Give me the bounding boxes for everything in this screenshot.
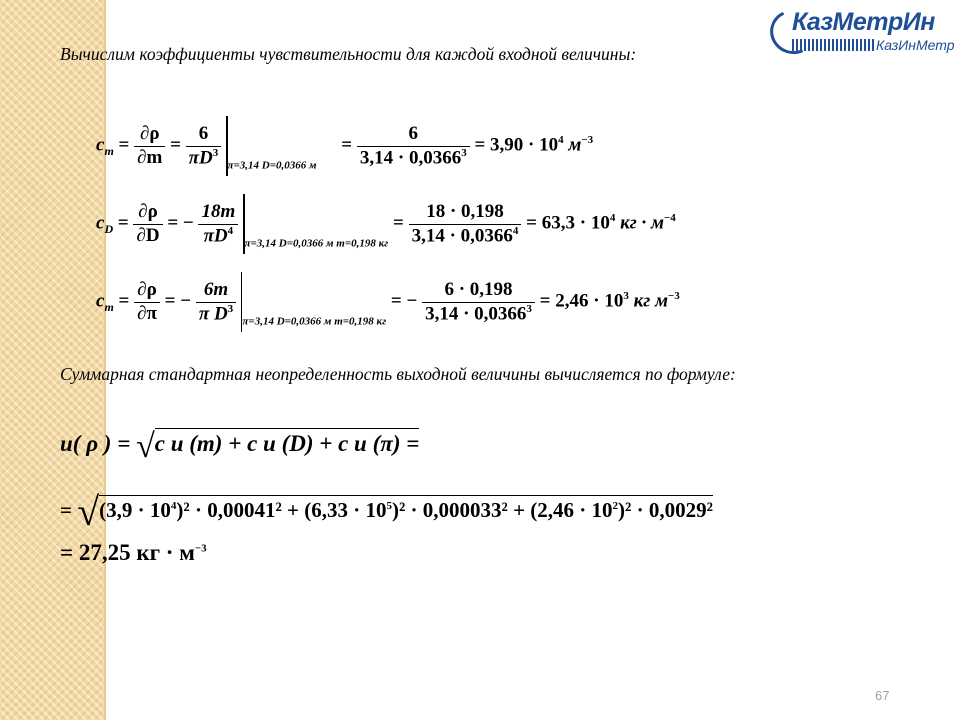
line2-exp1: 4: [170, 500, 177, 512]
eq2-lhs: c: [96, 212, 105, 234]
eq2-derivative: [133, 201, 162, 247]
formula-radicand: c u (m) + c u (D) + c u (π) =: [155, 428, 420, 457]
eq2-fraction: $\frac{18m}{\pi D^4}$: [198, 201, 238, 247]
eq3-unit: кг м: [633, 290, 668, 312]
eq1-f2-num: 6: [357, 123, 470, 147]
page-number: 67: [875, 688, 890, 703]
formula-result-exp: −3: [194, 542, 207, 555]
eq2-exp: 4: [609, 212, 616, 225]
eq3-f1-num: 6m: [196, 279, 236, 303]
eq1-condition: π=3,14 D=0,0366 м: [227, 159, 317, 172]
eq1-fraction-numeric: $\frac{6}{3,14 \cdot 0,0366^3}$: [357, 123, 470, 169]
eq3-fraction: $\frac{6m}{\pi D^3}$: [196, 279, 236, 325]
stripe-edge: [104, 0, 106, 720]
eq1-unit-exp: −3: [581, 134, 594, 147]
eq3-deriv-num: ∂ρ: [134, 279, 160, 303]
formula-result-value: = 27,25 кг · м: [60, 540, 195, 565]
logo: [770, 6, 954, 58]
eq2-f1-num: 18m: [198, 201, 238, 225]
eq1-f2-den: 3,14 · 0,0366: [359, 147, 462, 169]
formula-line2-radicand: [99, 495, 713, 523]
line2-part-b: )² · 0,00041² + (6,33 · 10: [176, 498, 387, 522]
eq1-result: = 3,90 · 10: [474, 134, 559, 156]
formula-line1: [60, 428, 419, 466]
eq2-deriv-den: ∂D: [136, 225, 160, 246]
eq1-f1-num: 6: [186, 123, 222, 147]
line2-part-c: )² · 0,000033² + (2,46 · 10: [391, 498, 613, 522]
eq2-fraction-numeric: $\frac{18 \cdot 0,198}{3,14 \cdot 0,0366^4}$: [409, 201, 522, 247]
eq3-derivative: [134, 279, 160, 325]
eq1-f1-den: πD: [188, 147, 213, 169]
eq2-f2-den: 3,14 · 0,0366: [411, 225, 513, 247]
formula-result: [60, 540, 207, 566]
eq2-result: = 63,3 · 10: [526, 212, 610, 234]
formula-lhs: u( ρ ) =: [60, 431, 131, 456]
eq3-lhs-sub: m: [104, 300, 114, 315]
eq1-derivative: [134, 123, 165, 169]
line2-exp2: 5: [386, 500, 392, 512]
eq1-deriv-num: ∂ρ: [134, 123, 165, 147]
equation-cm: $c_m$ = $\frac{\partial\rho}{\partial m}$ = $\frac{6}{\pi D^3}$ $_{\pi=3,14 D=0,0366 м}$ = $\frac{6}{3,14 \cdot 0,0366^3}$ = $3,90 \cdot 10^4$ $м^{-3}$: [96, 116, 593, 176]
logo-main-text: КазМетрИн: [792, 8, 935, 36]
line2-part-a: (3,9 · 10: [99, 498, 171, 522]
eq3-unit-exp: −3: [668, 290, 680, 303]
eq3-deriv-den: ∂π: [137, 303, 157, 324]
formula-line2: = $√(3,9 \cdot 10^4)^2 \cdot 0,00041^2 + (6,33 \cdot 10^5)^2 \cdot 0,000033^2 + (2,46 \cdot 10^2)^2 \cdot 0,0029^2$: [60, 489, 713, 534]
line2-exp3: 2: [612, 500, 619, 512]
eq2-unit: кг · м: [620, 212, 664, 234]
eq2-unit-exp: −4: [664, 212, 676, 225]
eq1-fraction: $\frac{6}{\pi D^3}$: [186, 123, 222, 169]
eq3-fraction-numeric: $\frac{6 \cdot 0,198}{3,14 \cdot 0,0366^3}$: [422, 279, 535, 325]
equation-cd: $c_D$ = $\frac{\partial\rho}{\partial D}$ = − $\frac{18m}{\pi D^4}$ $_{\pi=3,14 D=0,0366 м m=0,198 кг}$ = $\frac{18 \cdot 0,198}{3,14 \cdot 0,0366^4}$ = $63,3 \cdot 10^4$ кг · $м^{-4}$: [96, 194, 676, 254]
equation-cpi: $c_m$ = $\frac{\partial\rho}{\partial\pi}$ = − $\frac{6m}{\pi D^3}$ $_{\pi=3,14 D=0,0366 м m=0,198 кг}$ = − $\frac{6 \cdot 0,198}{3,14 \cdot 0,0366^3}$ = $2,46 \cdot 10^3$ кг $м^{-3}$: [96, 272, 680, 332]
eq2-lhs-sub: D: [104, 222, 114, 237]
logo-sub-text: КазИнМетр: [876, 37, 955, 53]
eq1-lhs: c: [96, 134, 105, 156]
eq3-f2-num: 6 · 0,198: [422, 279, 535, 303]
sqrt-sign-2: √: [77, 489, 100, 534]
eq3-f2-den: 3,14 · 0,0366: [425, 303, 527, 325]
eq1-exp: 4: [558, 134, 564, 147]
eq1-unit: м: [568, 134, 582, 156]
eq3-lhs: c: [96, 290, 105, 312]
eq2-f2-num: 18 · 0,198: [409, 201, 522, 225]
decorative-stripe: [0, 0, 104, 720]
logo-bars: [792, 39, 874, 51]
eq3-f1-den: π D: [198, 303, 228, 325]
eq2-condition: π=3,14 D=0,0366 м m=0,198 кг: [244, 237, 389, 250]
line2-part-d: )² · 0,0029²: [618, 498, 713, 522]
intro2-text: Суммарная стандартная неопределенность выходной величины вычисляется по формуле:: [60, 364, 736, 384]
eq2-deriv-num: ∂ρ: [133, 201, 162, 225]
intro-text: Вычислим коэффициенты чувствительности для каждой входной величины:: [60, 44, 637, 64]
eq3-result: = 2,46 · 10: [539, 290, 624, 312]
eq3-exp: 3: [623, 290, 629, 303]
eq2-f1-den: πD: [203, 225, 228, 247]
eq1-deriv-den: ∂m: [137, 147, 163, 168]
eq1-lhs-sub: m: [104, 144, 114, 159]
eq3-condition: π=3,14 D=0,0366 м m=0,198 кг: [242, 315, 387, 328]
sqrt-sign-1: √: [136, 428, 155, 465]
